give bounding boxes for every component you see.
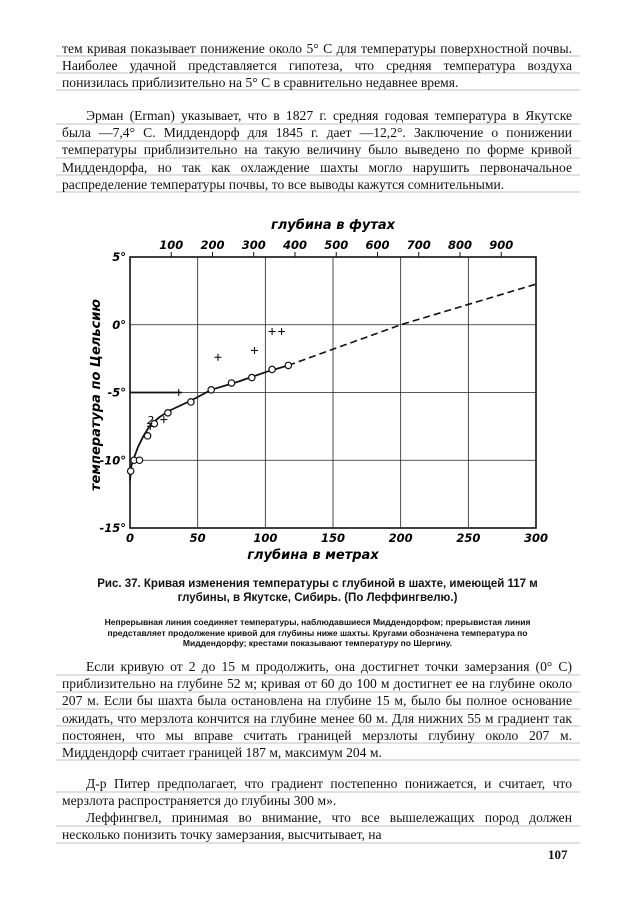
- temperature-depth-chart: [78, 215, 558, 565]
- figure-note: Непрерывная линия соединяет температуры, наблюдавшиеся Миддендорфом; прерывистая линия представляет продолжение кривой для глубины ниже шахты. Кругами обозначена температура по Миддендорфу; крестами показывают температуру по Шергину.: [104, 617, 531, 648]
- top-tick-label: 400: [282, 238, 308, 252]
- circle-data-point: [136, 457, 142, 463]
- top-tick-label: 300: [241, 238, 266, 252]
- top-tick-label: 200: [200, 238, 225, 252]
- page-number: 107: [548, 847, 568, 862]
- top-tick-label: 600: [365, 238, 390, 252]
- chart-markers: [127, 328, 291, 474]
- figure-caption: Рис. 37. Кривая изменения температуры с глубиной в шахте, имеющей 117 м глубины, в Якутске, Сибирь. (По Леффингвелю.): [97, 578, 538, 604]
- paragraph-3: Если кривую от 2 до 15 м продолжить, она достигнет точки замерзания (0° С) приблизительно на глубине 52 м; кривая от 60 до 100 м достигнет ее на глубине около 207 м. Если бы шахта была остановлена на глубине 15 м, было бы полное основание ожидать, что мерзлота кончится на глубине менее 60 м. Для нижних 55 м градиент так постоянен, что мы вправе считать границей мерзлоты глубину около 207 м. Миддендорф считает границей 187 м, максимум 204 м.: [62, 659, 572, 761]
- x-tick-label: 0: [125, 531, 135, 545]
- circle-data-point: [144, 433, 150, 439]
- x-tick-label: 200: [388, 531, 413, 545]
- y-tick-label: -15°: [99, 521, 126, 535]
- curve-annotation: 2: [147, 414, 154, 427]
- top-tick-label: 800: [447, 238, 473, 252]
- circle-data-point: [165, 410, 171, 416]
- top-tick-label: 700: [406, 238, 431, 252]
- y-axis-label: температура по Цельсию: [89, 299, 104, 491]
- circle-data-point: [228, 380, 234, 386]
- bottom-axis-label: глубина в метрах: [247, 548, 379, 563]
- top-tick-label: 900: [489, 238, 514, 252]
- top-tick-label: 100: [159, 238, 184, 252]
- paragraph-1: тем кривая показывает понижение около 5° С для температуры поверхностной почвы. Наиболее удачной представляется гипотеза, что средняя температура воздуха понизилась приблизительно на 5° С в сравнительно недавнее время.: [62, 41, 572, 91]
- cross-data-point: [269, 328, 276, 335]
- circle-data-point: [127, 468, 133, 474]
- x-tick-label: 150: [320, 531, 346, 545]
- circle-data-point: [249, 374, 255, 380]
- x-tick-label: 100: [253, 531, 278, 545]
- cross-data-point: [160, 416, 167, 423]
- cross-data-point: [278, 328, 285, 335]
- paragraph-2: Эрман (Erman) указывает, что в 1827 г. средняя годовая температура в Якутске была —7,4° С. Миддендорф для 1845 г. дает —12,2°. Заключение о понижении температуры приблизительно на такую величину было выведено по форме кривой Миддендорфа, но так как охлаждение шахты могло нарушить первоначальное распределение температуры почвы, то все выводы кажутся сомнительными.: [62, 108, 572, 192]
- figure-37: [78, 215, 558, 565]
- circle-data-point: [208, 387, 214, 393]
- paragraph-4: Д-р Питер предполагает, что градиент постепенно понижается, и считает, что мерзлота распространяется до глубины 300 м».: [62, 776, 572, 809]
- circle-data-point: [188, 399, 194, 405]
- cross-data-point: [175, 389, 182, 396]
- y-tick-label: 5°: [112, 250, 126, 264]
- chart-grid: [130, 257, 536, 528]
- x-tick-label: 250: [456, 531, 481, 545]
- y-tick-label: -5°: [107, 385, 126, 400]
- cross-data-point: [251, 347, 258, 354]
- x-tick-label: 50: [189, 531, 206, 545]
- chart-ticks: [99, 238, 548, 545]
- circle-data-point: [285, 362, 291, 368]
- x-tick-label: 300: [523, 531, 549, 545]
- paragraph-5: Леффингвел, принимая во внимание, что все вышележащих пород должен несколько понизить точку замерзания, высчитывает, на: [62, 810, 572, 843]
- y-tick-label: -10°: [99, 453, 126, 468]
- circle-data-point: [269, 366, 275, 372]
- y-tick-label: 0°: [112, 317, 126, 332]
- top-axis-label: глубина в футах: [270, 218, 396, 233]
- cross-data-point: [214, 354, 221, 361]
- top-tick-label: 500: [324, 238, 349, 252]
